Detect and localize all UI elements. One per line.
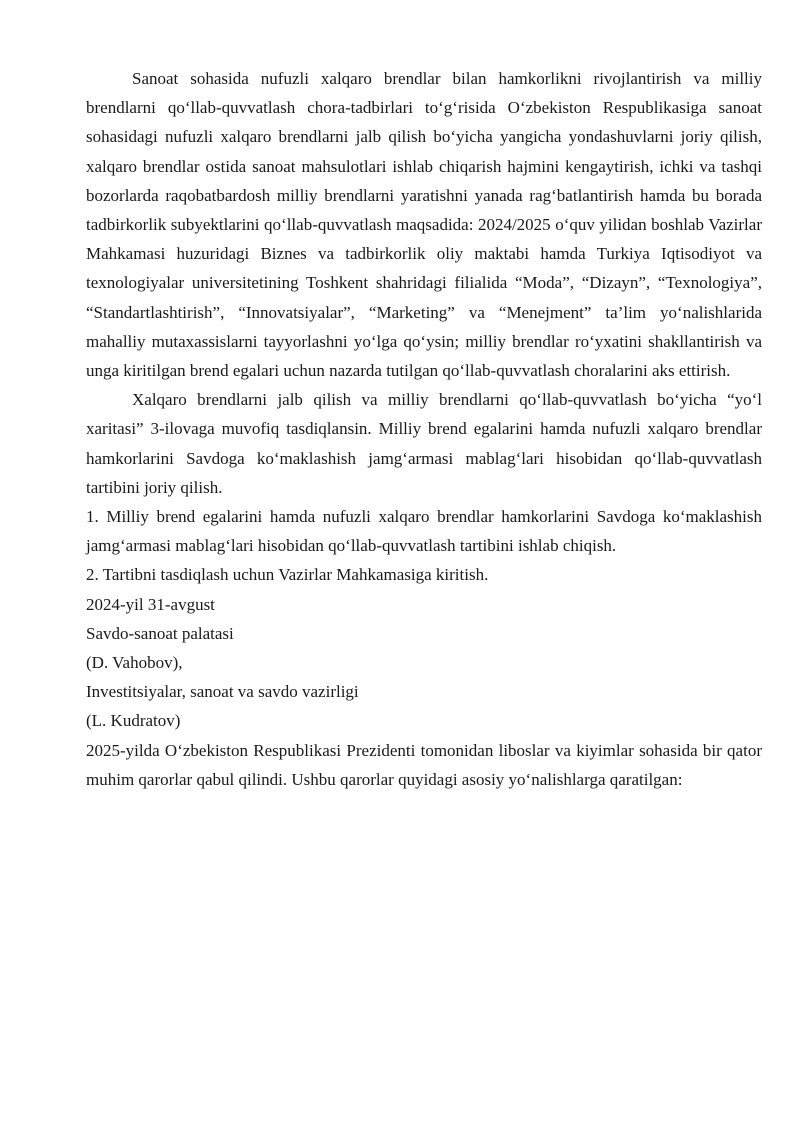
signer-1: (D. Vahobov), [86, 653, 183, 673]
list-item-1: 1. Milliy brend egalarini hamda nufuzli xalqaro brendlar hamkorlarini Savdoga ko‘maklashish jamg‘armasi mablag‘lari hisobidan qo‘llab-quvvatlash tartibini ishlab chiqish. [86, 507, 762, 556]
organization-2: Investitsiyalar, sanoat va savdo vazirligi [86, 682, 359, 702]
document-date: 2024-yil 31-avgust [86, 594, 215, 614]
paragraph-2025-decisions: 2025-yilda O‘zbekiston Respublikasi Prezidenti tomonidan liboslar va kiyimlar sohasida bir qator muhim qarorlar qabul qilindi. Ushbu qarorlar quyidagi asosiy yo‘nalishlarga qaratilgan: [86, 740, 762, 789]
paragraph-roadmap: Xalqaro brendlarni jalb qilish va milliy brendlarni qo‘llab-quvvatlash bo‘yicha “yo‘l xaritasi” 3-ilovaga muvofiq tasdiqlansin. Milliy brend egalarini hamda nufuzli xalqaro brendlar hamkorlarini Savdoga ko‘maklashish jamg‘armasi mablag‘lari hisobidan qo‘llab-quvvatlash tartibini joriy qilish. [86, 390, 762, 497]
signer-2: (L. Kudratov) [86, 711, 181, 731]
document-page [86, 64, 762, 794]
organization-1: Savdo-sanoat palatasi [86, 623, 234, 643]
paragraph-intro: Sanoat sohasida nufuzli xalqaro brendlar bilan hamkorlikni rivojlantirish va milliy brendlarni qo‘llab-quvvatlash chora-tadbirlari to‘g‘risida O‘zbekiston Respublikasiga sanoat sohasidagi nufuzli xalqaro brendlarni jalb qilish bo‘yicha yangicha yondashuvlarni joriy qilish, xalqaro brendlar ostida sanoat mahsulotlari ishlab chiqarish hajmini kengaytirish, ichki va tashqi bozorlarda raqobatbardosh milliy brendlarni yaratishni yanada rag‘batlantirish hamda bu borada tadbirkorlik subyektlarini qo‘llab-quvvatlash maqsadida: 2024/2025 o‘quv yilidan boshlab Vazirlar Mahkamasi huzuridagi Biznes va tadbirkorlik oliy maktabi hamda Turkiya Iqtisodiyot va texnologiyalar universitetining Toshkent shahridagi filialida “Moda”, “Dizayn”, “Texnologiya”, “Standartlashtirish”, “Innovatsiyalar”, “Marketing” va “Menejment” ta’lim yo‘nalishlarida mahalliy mutaxassislarni tayyorlashni yo‘lga qo‘ysin; milliy brendlar ro‘yxatini shakllantirish va unga kiritilgan brend egalari uchun nazarda tutilgan qo‘llab-quvvatlash choralarini aks ettirish. [86, 69, 762, 381]
list-item-2: 2. Tartibni tasdiqlash uchun Vazirlar Mahkamasiga kiritish. [86, 565, 489, 585]
